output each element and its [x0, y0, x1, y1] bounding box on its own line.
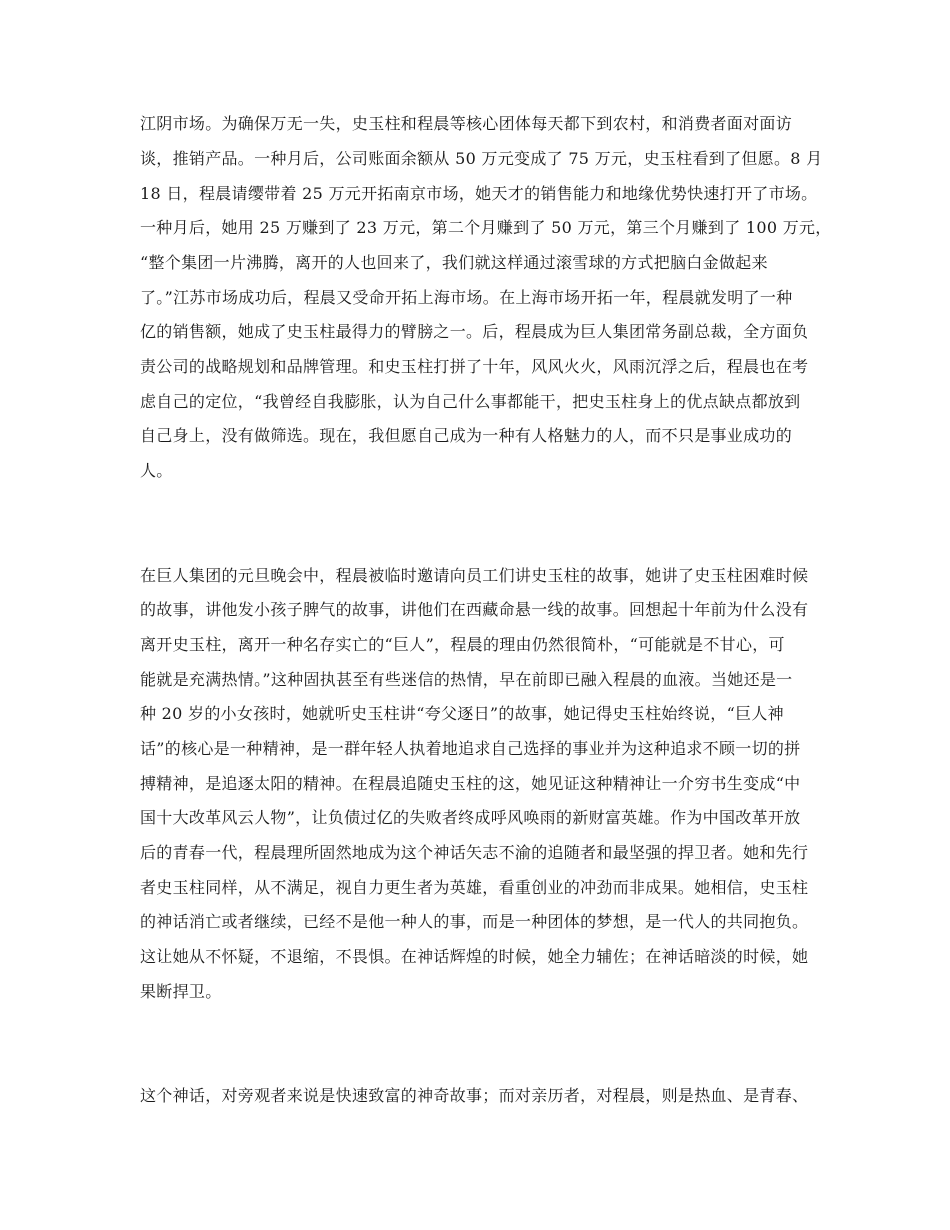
text-line: 的故事，讲他发小孩子脾气的故事，讲他们在西藏命悬一线的故事。回想起十年前为什么没有	[140, 600, 809, 619]
text-line: 后的青春一代，程晨理所固然地成为这个神话矢志不渝的追随者和最坚强的捍卫者。她和先行	[140, 843, 809, 862]
text-line: 的神话消亡或者继续，已经不是他一种人的事，而是一种团体的梦想，是一代人的共同抱负。	[140, 912, 809, 931]
text-line: 搏精神，是追逐太阳的精神。在程晨追随史玉柱的这，她见证这种精神让一介穷书生变成“中	[140, 774, 801, 793]
text-line: 虑自己的定位，“我曾经自我膨胀，认为自己什么事都能干，把史玉柱身上的优点缺点都放到	[140, 392, 801, 411]
text-line: 一种月后，她用 25 万赚到了 23 万元，第二个月赚到了 50 万元，第三个月赚到了 100 万元，	[140, 218, 832, 237]
text-line: 果断捍卫。	[140, 982, 222, 1001]
text-line: 了。”江苏市场成功后，程晨又受命开拓上海市场。在上海市场开拓一年，程晨就发明了一种	[140, 288, 793, 307]
text-line: 人。	[140, 461, 173, 480]
text-line: 能就是充满热情。”这种固执甚至有些迷信的热情，早在前即已融入程晨的血液。当她还是一	[140, 670, 793, 689]
text-line: 者史玉柱同样，从不满足，视自力更生者为英雄，看重创业的冲劲而非成果。她相信，史玉柱	[140, 878, 809, 897]
text-line: 在巨人集团的元旦晚会中，程晨被临时邀请向员工们讲史玉柱的故事，她讲了史玉柱困难时候	[140, 566, 809, 585]
text-line: 话”的核心是一种精神，是一群年轻人执着地追求自己选择的事业并为这种追求不顾一切的拼	[140, 739, 801, 758]
text-line: 谈，推销产品。一种月后，公司账面余额从 50 万元变成了 75 万元，史玉柱看到了但愿。8 月	[140, 149, 823, 168]
text-line: “整个集团一片沸腾，离开的人也回来了，我们就这样通过滚雪球的方式把脑白金做起来	[140, 253, 768, 272]
text-line: 自己身上，没有做筛选。现在，我但愿自己成为一种有人格魅力的人，而不只是事业成功的	[140, 426, 793, 445]
text-line: 亿的销售额，她成了史玉柱最得力的臂膀之一。后，程晨成为巨人集团常务副总裁，全方面负	[140, 322, 809, 341]
text-line: 国十大改革风云人物”，让负债过亿的失败者终成呼风唤雨的新财富英雄。作为中国改革开放	[140, 808, 801, 827]
text-line: 种 20 岁的小女孩时，她就听史玉柱讲“夸父逐日”的故事，她记得史玉柱始终说，“巨人神	[140, 704, 784, 723]
text-line: 18 日，程晨请缨带着 25 万元开拓南京市场，她天才的销售能力和地缘优势快速打开了市场。	[140, 184, 818, 203]
text-line: 离开史玉柱，离开一种名存实亡的“巨人”，程晨的理由仍然很简朴，“可能就是不甘心，可	[140, 635, 785, 654]
text-line: 这个神话，对旁观者来说是快速致富的神奇故事；而对亲历者，对程晨，则是热血、是青春、	[140, 1086, 809, 1105]
text-line: 江阴市场。为确保万无一失，史玉柱和程晨等核心团体每天都下到农村，和消费者面对面访	[140, 114, 793, 133]
text-line: 这让她从不怀疑，不退缩，不畏惧。在神话辉煌的时候，她全力辅佐；在神话暗淡的时候，她	[140, 947, 809, 966]
text-line: 责公司的战略规划和品牌管理。和史玉柱打拼了十年，风风火火，风雨沉浮之后，程晨也在考	[140, 357, 809, 376]
